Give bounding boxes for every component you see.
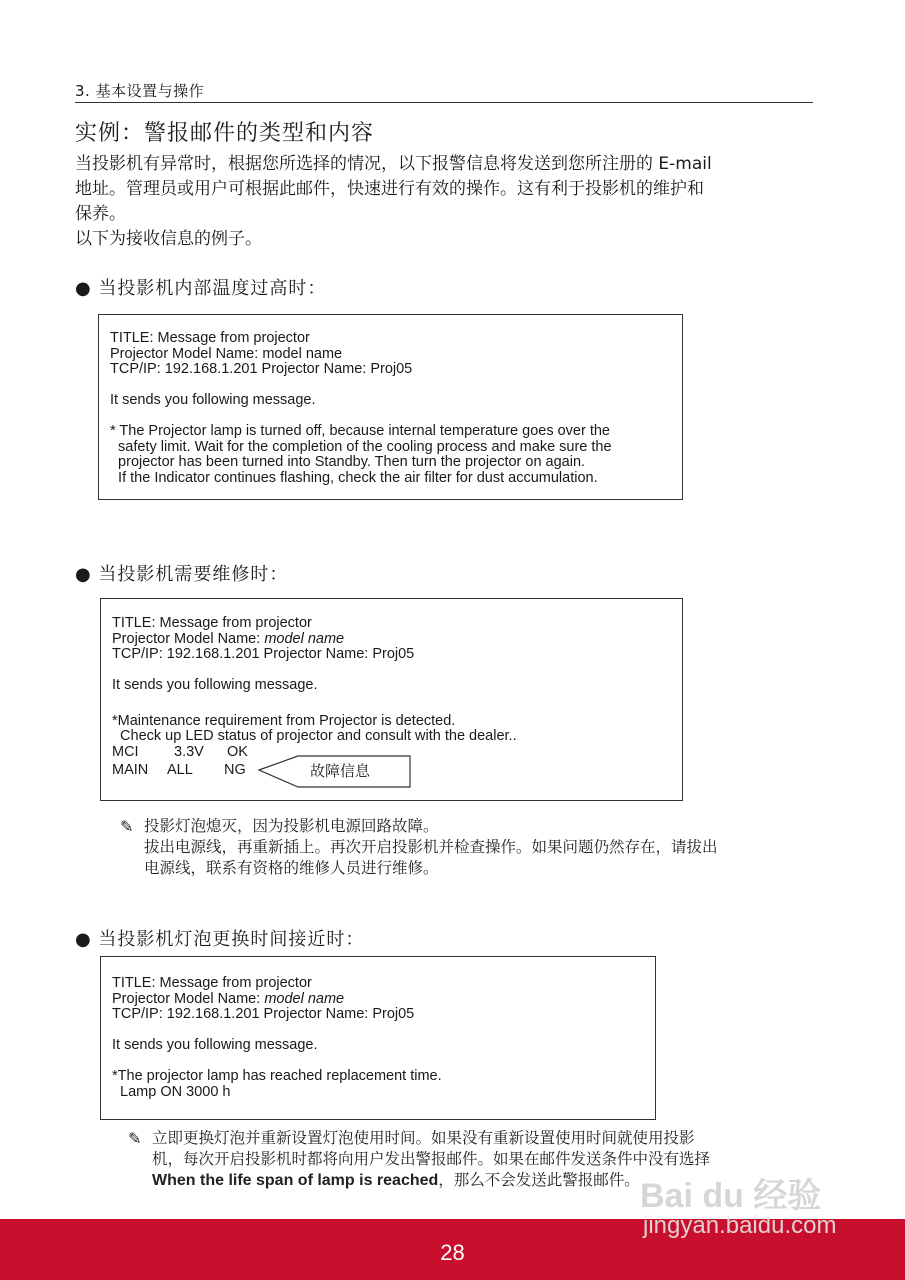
status-cell: OK [227,743,248,760]
status-cell: MAIN [112,761,149,778]
note-line: 投影灯泡熄灭，因为投影机电源回路故障。 [144,817,439,835]
email-message-line: *The projector lamp has reached replacement time. [112,1068,442,1084]
section3-heading: ● 当投影机灯泡更换时间接近时： [75,929,365,950]
email-model [112,992,442,1008]
email-title: TITLE: Message from projector [112,975,312,991]
watermark-url: jingyan.baidu.com [643,1212,837,1239]
pencil-icon: ✎ [120,817,134,836]
email-message-line: * The Projector lamp is turned off, because internal temperature goes over the [110,423,610,439]
email-tcp: TCP/IP: 192.168.1.201 Projector Name: Proj05 [110,361,413,377]
model-value: model name [264,630,345,647]
intro-paragraph [75,152,815,252]
note-line: 立即更换灯泡并重新设置灯泡使用时间。如果没有重新设置使用时间就使用投影 [152,1129,695,1147]
model-label: Projector Model Name: [112,990,265,1007]
note-line [152,1170,710,1191]
email-tcp: TCP/IP: 192.168.1.201 Projector Name: Proj05 [112,646,415,662]
status-cell: MCI [112,743,139,760]
email-model [112,632,517,648]
model-value: model name [264,990,345,1007]
intro-line: 保养。 [75,204,126,224]
page-number: 28 [440,1240,465,1265]
email-body [112,976,442,1100]
note-line: 电源线，联系有资格的维修人员进行维修。 [144,859,439,877]
status-cell: ALL [167,761,193,778]
section-header: 3. 基本设置与操作 [75,82,205,100]
email-message-line: Check up LED status of projector and consult with the dealer.. [112,728,517,744]
note-line: 机，每次开启投影机时都将向用户发出警报邮件。如果在邮件发送条件中没有选择 [152,1150,711,1168]
intro-line: 地址。管理员或用户可根据此邮件，快速进行有效的操作。这有利于投影机的维护和 [75,179,704,199]
pencil-icon: ✎ [128,1129,142,1148]
intro-line: 当投影机有异常时，根据您所选择的情况，以下报警信息将发送到您所注册的 E-mail [75,154,712,174]
header-rule [75,102,813,103]
email-example-box-temperature [98,314,683,500]
intro-line: 以下为接收信息的例子。 [75,229,262,249]
section2-heading: ● 当投影机需要维修时： [75,564,289,585]
page-title: 实例：警报邮件的类型和内容 [75,121,375,146]
watermark-logo: Bai du 经验 [640,1177,822,1215]
model-label: Projector Model Name: [112,630,265,647]
email-body [110,331,612,486]
email-message-line: *Maintenance requirement from Projector is detected. [112,712,456,729]
email-sends: It sends you following message. [112,677,318,693]
email-sends: It sends you following message. [112,1037,318,1053]
callout-text: 故障信息 [310,762,371,780]
email-message-line: projector has been turned into Standby. Then turn the projector on again. [110,454,586,470]
email-sends: It sends you following message. [110,392,316,408]
email-example-box-lamp [100,956,656,1120]
email-title: TITLE: Message from projector [112,615,312,631]
note-rest: ，那么不会发送此警报邮件。 [438,1171,640,1189]
email-title: TITLE: Message from projector [110,330,310,346]
model-value: model name [262,345,343,362]
status-cell: NG [224,761,246,778]
model-label: Projector Model Name: [110,345,263,362]
note-line: 拔出电源线，再重新插上。再次开启投影机并检查操作。如果问题仍然存在，请拔出 [144,838,718,856]
email-message-line: safety limit. Wait for the completion of the cooling process and make sure the [110,438,612,455]
note-maintenance [120,816,718,879]
email-message-line: If the Indicator continues flashing, check the air filter for dust accumulation. [110,469,598,486]
email-tcp: TCP/IP: 192.168.1.201 Projector Name: Proj05 [112,1006,415,1022]
email-model [110,347,612,363]
status-cell: 3.3V [174,743,204,760]
note-lamp [128,1128,710,1191]
note-bold-term: When the life span of lamp is reached [152,1172,439,1189]
email-message-line: Lamp ON 3000 h [112,1083,231,1100]
section1-heading: ● 当投影机内部温度过高时： [75,278,327,299]
